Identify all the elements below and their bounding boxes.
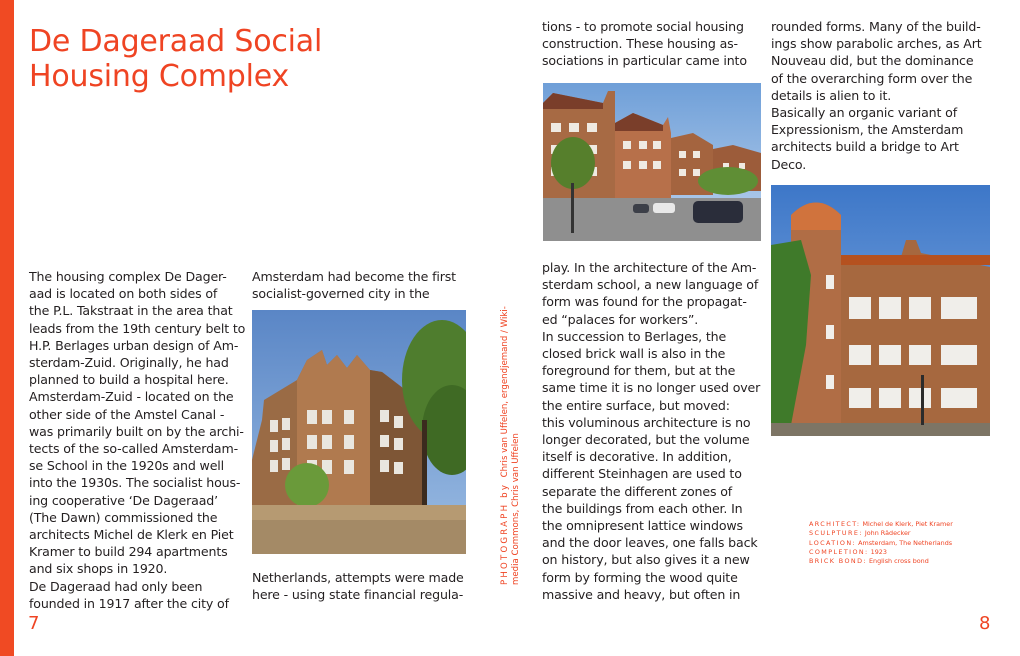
text-column-1 [29, 268, 245, 612]
text-line: and six shops in 1920. [29, 561, 168, 577]
text-line: Amsterdam-Zuid - located on the [29, 389, 234, 405]
text-line: architects Michel de Klerk en Piet [29, 527, 234, 543]
page-number-left: 7 [28, 613, 40, 634]
text-line: De Dageraad had only been [29, 578, 203, 594]
text-line: this voluminous architecture is no [542, 414, 751, 430]
text-line: H.P. Berlages urban design of Am- [29, 337, 239, 353]
text-line: other side of the Amstel Canal - [29, 406, 225, 422]
text-column-3-top [542, 18, 747, 70]
text-line: tects of the so-called Amsterdam- [29, 441, 239, 457]
text-line: se School in the 1920s and well [29, 458, 224, 474]
text-line: here - using state financial regula- [252, 587, 464, 603]
title-line: Housing Complex [29, 59, 290, 94]
fact-row [809, 520, 953, 529]
credit-label: PHOTOGRAPH by [500, 482, 510, 585]
text-line: of the overarching form over the [771, 70, 973, 86]
text-line: (The Dawn) commissioned the [29, 509, 218, 525]
fact-value: John Rädecker [864, 529, 911, 538]
text-line: play. In the architecture of the Am- [542, 260, 757, 275]
photo-street-view [543, 83, 761, 241]
photo-building-tower [252, 310, 466, 554]
credit-line-2: media Commons, Chris van Uffelen [511, 433, 521, 585]
text-line: was primarily built on by the archi- [29, 423, 244, 439]
photo-credit [500, 306, 522, 585]
text-line: the entire surface, but moved: [542, 397, 730, 413]
text-line: different Steinhagen are used to [542, 466, 742, 482]
text-line: details is alien to it. [771, 87, 892, 103]
text-column-2-top [252, 268, 456, 302]
text-line: on history, but also gives it a new [542, 552, 750, 568]
text-line: sterdam school, a new language of [542, 277, 759, 293]
text-line: into the 1930s. The socialist hous- [29, 475, 241, 491]
fact-key: LOCATION: [809, 538, 857, 547]
text-line: same time it is no longer used over [542, 380, 761, 396]
text-line: the omnipresent lattice windows [542, 518, 743, 534]
text-line: Netherlands, attempts were made [252, 570, 464, 585]
photo-corner-tower [771, 185, 990, 436]
fact-row [809, 548, 953, 557]
text-line: the buildings from each other. In [542, 500, 743, 516]
text-line: massive and heavy, but often in [542, 586, 741, 602]
title-line: De Dageraad Social [29, 24, 323, 59]
left-accent-bar [0, 0, 14, 656]
text-line: longer decorated, but the volume [542, 432, 750, 448]
text-line: ing cooperative ‘De Dageraad’ [29, 492, 218, 508]
text-line: form by forming the wood quite [542, 569, 738, 585]
fact-value: English cross bond [869, 557, 929, 566]
text-line: The housing complex De Dager- [29, 269, 227, 284]
fact-key: ARCHITECT: [809, 520, 861, 528]
text-line: leads from the 19th century belt to [29, 320, 246, 336]
text-line: socialist-governed city in the [252, 286, 430, 302]
text-line: Deco. [771, 156, 807, 172]
fact-row [809, 557, 953, 566]
page-title [29, 24, 349, 94]
fact-key: COMPLETION: [809, 547, 869, 556]
text-line: founded in 1917 after the city of [29, 595, 229, 611]
text-line: sociations in particular came into [542, 53, 747, 69]
text-line: Expressionism, the Amsterdam [771, 122, 964, 138]
text-line: aad is located on both sides of [29, 286, 218, 302]
text-line: Basically an organic variant of [771, 105, 957, 121]
text-line: planned to build a hospital here. [29, 372, 229, 388]
fact-row [809, 539, 953, 548]
page-number-right: 8 [979, 613, 991, 634]
text-line: sterdam-Zuid. Originally, he had [29, 355, 229, 371]
text-line: the P.L. Takstraat in the area that [29, 303, 233, 319]
text-line: rounded forms. Many of the build- [771, 19, 981, 34]
text-line: Nouveau did, but the dominance [771, 53, 974, 69]
fact-value: Amsterdam, The Netherlands [858, 538, 953, 547]
text-line: tions - to promote social housing [542, 19, 744, 34]
fact-value: 1923 [870, 547, 887, 556]
text-line: and the door leaves, one falls back [542, 535, 758, 551]
fact-key: SCULPTURE: [809, 529, 863, 538]
text-column-2-bottom [252, 569, 464, 603]
text-column-3-bottom [542, 259, 760, 603]
text-line: closed brick wall is also in the [542, 346, 726, 362]
text-line: Amsterdam had become the first [252, 269, 456, 284]
credit-line-1: Chris van Uffelen, ergendjemand / Wiki- [500, 306, 510, 478]
fact-value: Michel de Klerk, Piet Kramer [862, 520, 953, 528]
text-line: ed “palaces for workers”. [542, 311, 699, 327]
text-line: separate the different zones of [542, 483, 733, 499]
text-line: In succession to Berlages, the [542, 328, 727, 344]
fact-key: BRICK BOND: [809, 557, 867, 566]
fact-row [809, 529, 953, 538]
text-line: foreground for them, but at the [542, 363, 736, 379]
text-line: construction. These housing as- [542, 36, 738, 52]
text-line: form was found for the propagat- [542, 294, 747, 310]
text-column-4 [771, 18, 982, 173]
text-line: architects build a bridge to Art [771, 139, 959, 155]
text-line: itself is decorative. In addition, [542, 449, 732, 465]
text-line: Kramer to build 294 apartments [29, 544, 228, 560]
text-line: ings show parabolic arches, as Art [771, 36, 982, 52]
project-facts [809, 520, 953, 566]
